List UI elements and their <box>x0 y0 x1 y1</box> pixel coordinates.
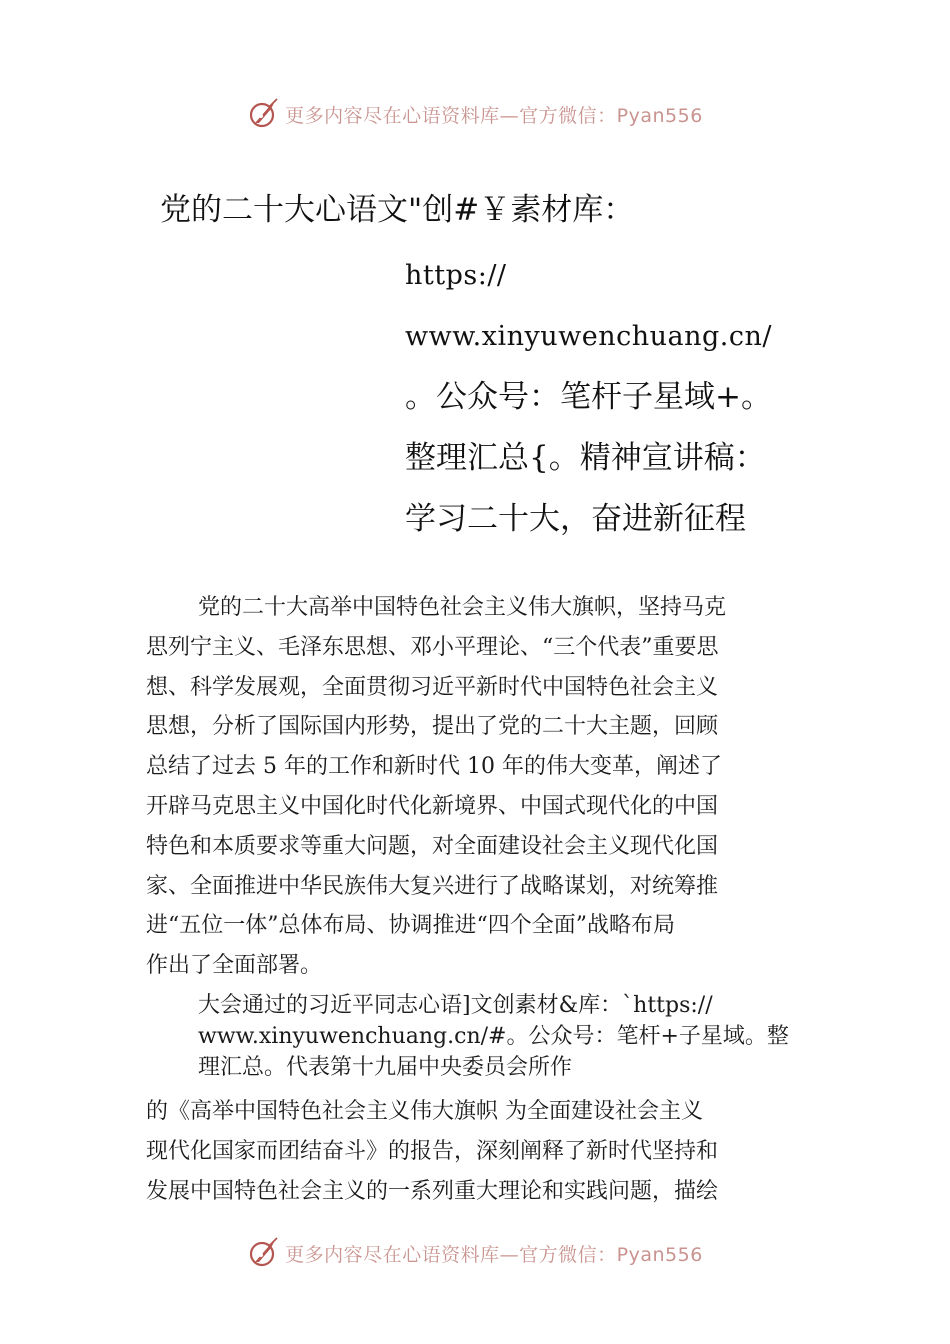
paragraph-line: 思想，分析了国际国内形势，提出了党的二十大主题，回顾 <box>146 714 719 740</box>
paragraph-3 <box>146 1092 808 1212</box>
title-block <box>405 245 815 550</box>
banner-wechat-id: Pyan556 <box>616 1243 703 1266</box>
quill-pen-logo-icon <box>247 97 281 131</box>
banner-wechat-id: Pyan556 <box>616 104 703 127</box>
title-line-6: 学习二十大，奋进新征程 <box>405 501 746 537</box>
paragraph-1 <box>146 588 808 986</box>
paragraph-line: 家、全面推进中华民族伟大复兴进行了战略谋划，对统筹推 <box>146 873 719 899</box>
banner-text: 更多内容尽在心语资料库—官方微信：Pyan556 <box>285 104 703 127</box>
banner-text: 更多内容尽在心语资料库—官方微信：Pyan556 <box>285 1243 703 1266</box>
paragraph-2 <box>198 990 810 1083</box>
paragraph-line: 进“五位一体”总体布局、协调推进“四个全面”战略布局 <box>146 913 675 939</box>
paragraph-line: 现代化国家而团结奋斗》的报告，深刻阐释了新时代坚持和 <box>146 1139 719 1164</box>
paragraph-line: www.xinyuwenchuang.cn/#。公众号：笔杆+子星域。整 <box>198 1024 789 1049</box>
paragraph-line: 想、科学发展观，全面贯彻习近平新时代中国特色社会主义 <box>146 674 719 700</box>
paragraph-line: 特色和本质要求等重大问题，对全面建设社会主义现代化国 <box>146 833 719 859</box>
title-line-5: 整理汇总{。精神宣讲稿： <box>405 440 766 476</box>
paragraph-line: 发展中国特色社会主义的一系列重大理论和实践问题，描绘 <box>146 1179 719 1204</box>
paragraph-line: 开辟马克思主义中国化时代化新境界、中国式现代化的中国 <box>146 793 719 819</box>
title-line-3: www.xinyuwenchuang.cn/ <box>405 321 772 352</box>
paragraph-line: 的《高举中国特色社会主义伟大旗帜 为全面建设社会主义 <box>146 1099 703 1124</box>
header-banner <box>0 94 950 134</box>
paragraph-line: 党的二十大高举中国特色社会主义伟大旗帜，坚持马克 <box>198 595 727 620</box>
paragraph-line: 总结了过去 5 年的工作和新时代 10 年的伟大变革，阐述了 <box>146 754 722 780</box>
paragraph-line: 思列宁主义、毛泽东思想、邓小平理论、“三个代表”重要思 <box>146 634 719 660</box>
quill-pen-logo-icon <box>247 1236 281 1270</box>
footer-banner <box>0 1233 950 1273</box>
title-line-4: 。公众号：笔杆子星域+。 <box>405 379 772 415</box>
paragraph-line: 大会通过的习近平同志心语]文创素材&库：`https:// <box>198 993 713 1018</box>
paragraph-line: 作出了全面部署。 <box>146 953 323 979</box>
paragraph-line: 理汇总。代表第十九届中央委员会所作 <box>198 1055 573 1080</box>
title-line-1: 党的二十大心语文"创#￥素材库： <box>160 192 635 228</box>
title-line-2: https:// <box>405 260 507 291</box>
